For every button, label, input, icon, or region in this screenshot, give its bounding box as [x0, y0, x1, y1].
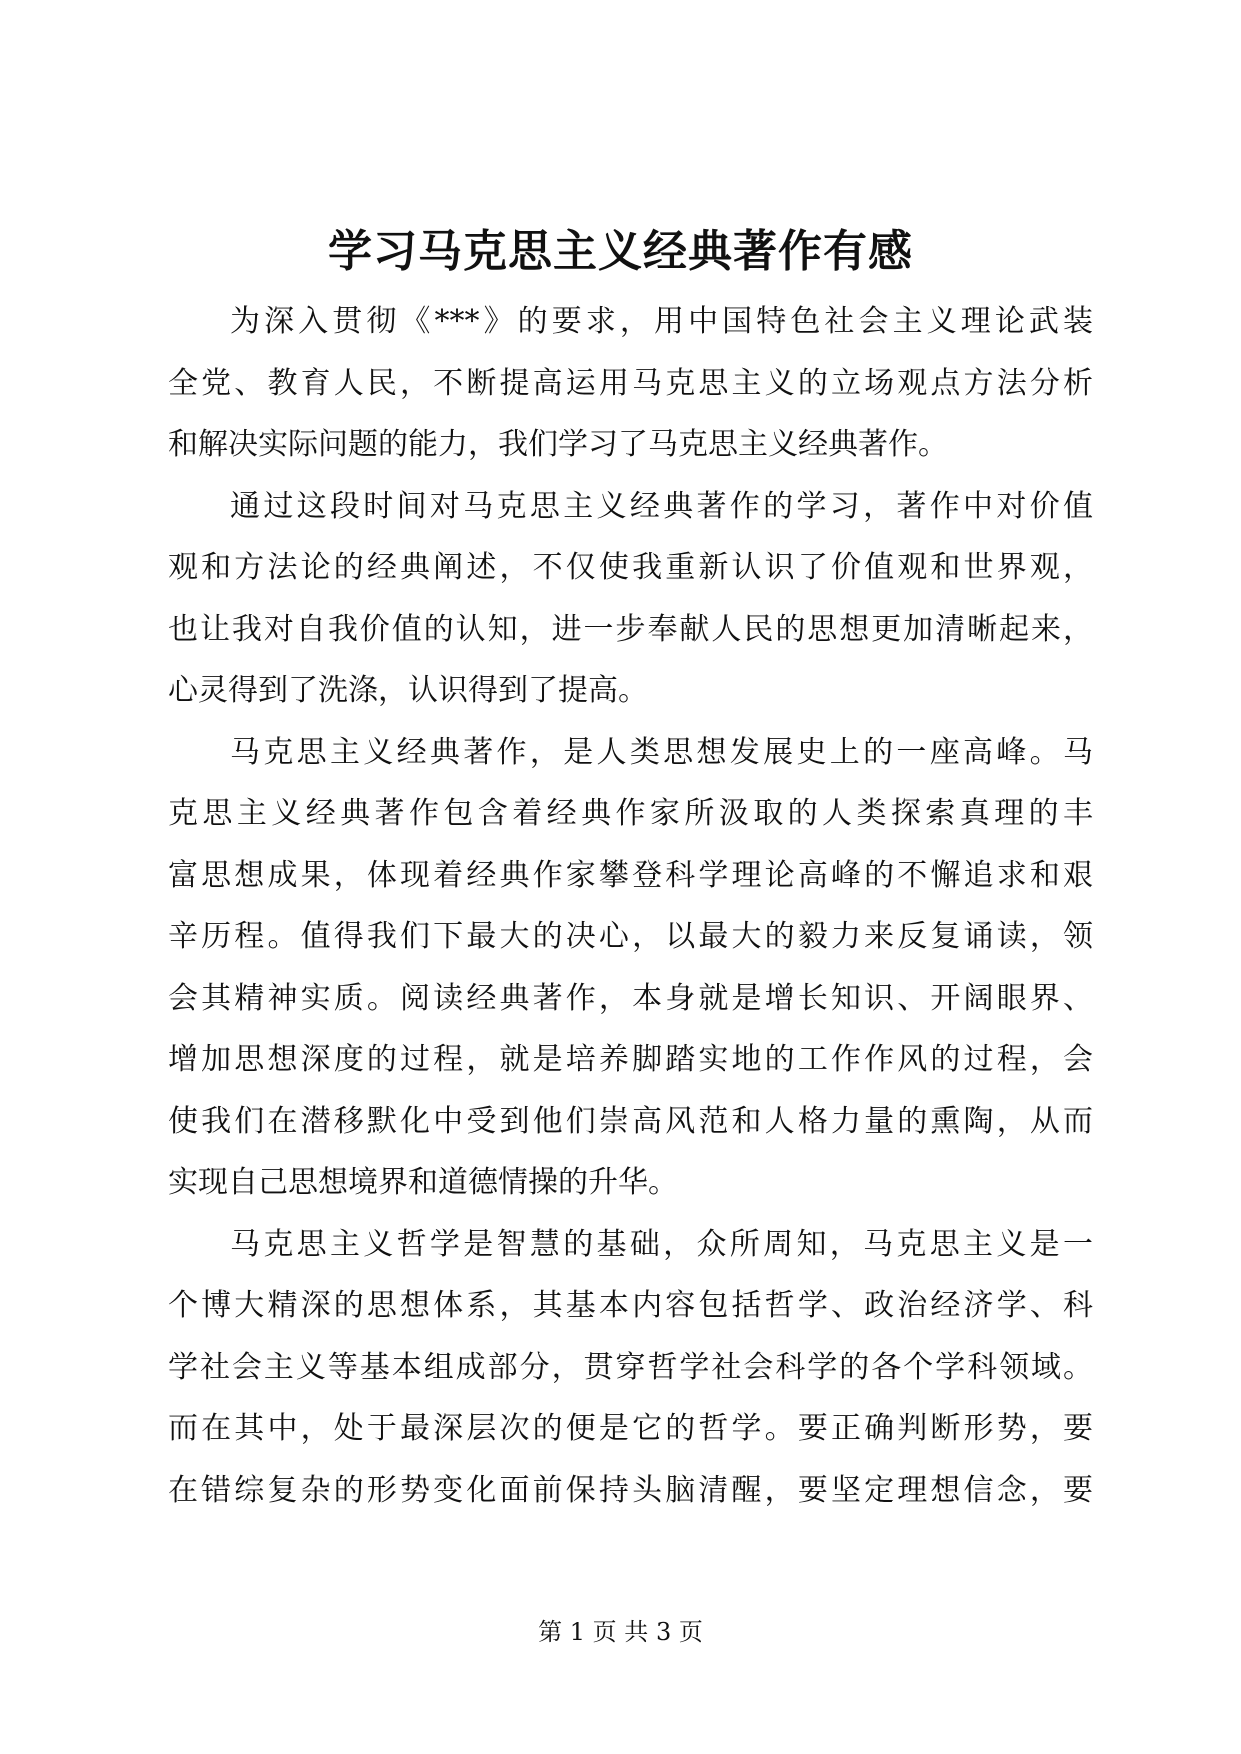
paragraph — [168, 291, 1093, 476]
text-line: 个博大精深的思想体系，其基本内容包括哲学、政治经济学、科 — [168, 1288, 1093, 1323]
document-body — [168, 291, 1093, 1521]
text-line: 辛历程。值得我们下最大的决心，以最大的毅力来反复诵读，领 — [168, 919, 1093, 954]
text-line: 观和方法论的经典阐述，不仅使我重新认识了价值观和世界观， — [168, 550, 1093, 585]
text-line: 马克思主义哲学是智慧的基础，众所周知，马克思主义是一 — [230, 1226, 1093, 1262]
text-line: 为深入贯彻《***》的要求，用中国特色社会主义理论武装 — [230, 304, 1093, 339]
text-line: 也让我对自我价值的认知，进一步奉献人民的思想更加清晰起来， — [168, 611, 1093, 647]
text-line: 克思主义经典著作包含着经典作家所汲取的人类探索真理的丰 — [168, 796, 1093, 831]
paragraph — [168, 1214, 1093, 1522]
text-line: 富思想成果，体现着经典作家攀登科学理论高峰的不懈追求和艰 — [168, 857, 1093, 893]
text-line: 全党、教育人民，不断提高运用马克思主义的立场观点方法分析 — [168, 365, 1093, 401]
text-line: 心灵得到了洗涤，认识得到了提高。 — [168, 673, 648, 708]
paragraph — [168, 722, 1093, 1214]
text-line: 马克思主义经典著作，是人类思想发展史上的一座高峰。马 — [230, 734, 1093, 770]
text-line: 增加思想深度的过程，就是培养脚踏实地的工作作风的过程，会 — [168, 1042, 1093, 1077]
text-line: 实现自己思想境界和道德情操的升华。 — [168, 1165, 678, 1200]
document-title: 学习马克思主义经典著作有感 — [328, 226, 913, 277]
page-footer: 第 1 页 共 3 页 — [538, 1618, 703, 1646]
text-line: 通过这段时间对马克思主义经典著作的学习，著作中对价值 — [230, 488, 1093, 524]
text-line: 在错综复杂的形势变化面前保持头脑清醒，要坚定理想信念，要 — [168, 1472, 1093, 1508]
text-line: 学社会主义等基本组成部分，贯穿哲学社会科学的各个学科领域。 — [168, 1349, 1093, 1385]
text-line: 使我们在潜移默化中受到他们崇高风范和人格力量的熏陶，从而 — [168, 1103, 1093, 1139]
text-line: 会其精神实质。阅读经典著作，本身就是增长知识、开阔眼界、 — [168, 980, 1093, 1016]
text-line: 而在其中，处于最深层次的便是它的哲学。要正确判断形势，要 — [168, 1411, 1093, 1446]
paragraph — [168, 476, 1093, 722]
text-line: 和解决实际问题的能力，我们学习了马克思主义经典著作。 — [168, 427, 948, 462]
